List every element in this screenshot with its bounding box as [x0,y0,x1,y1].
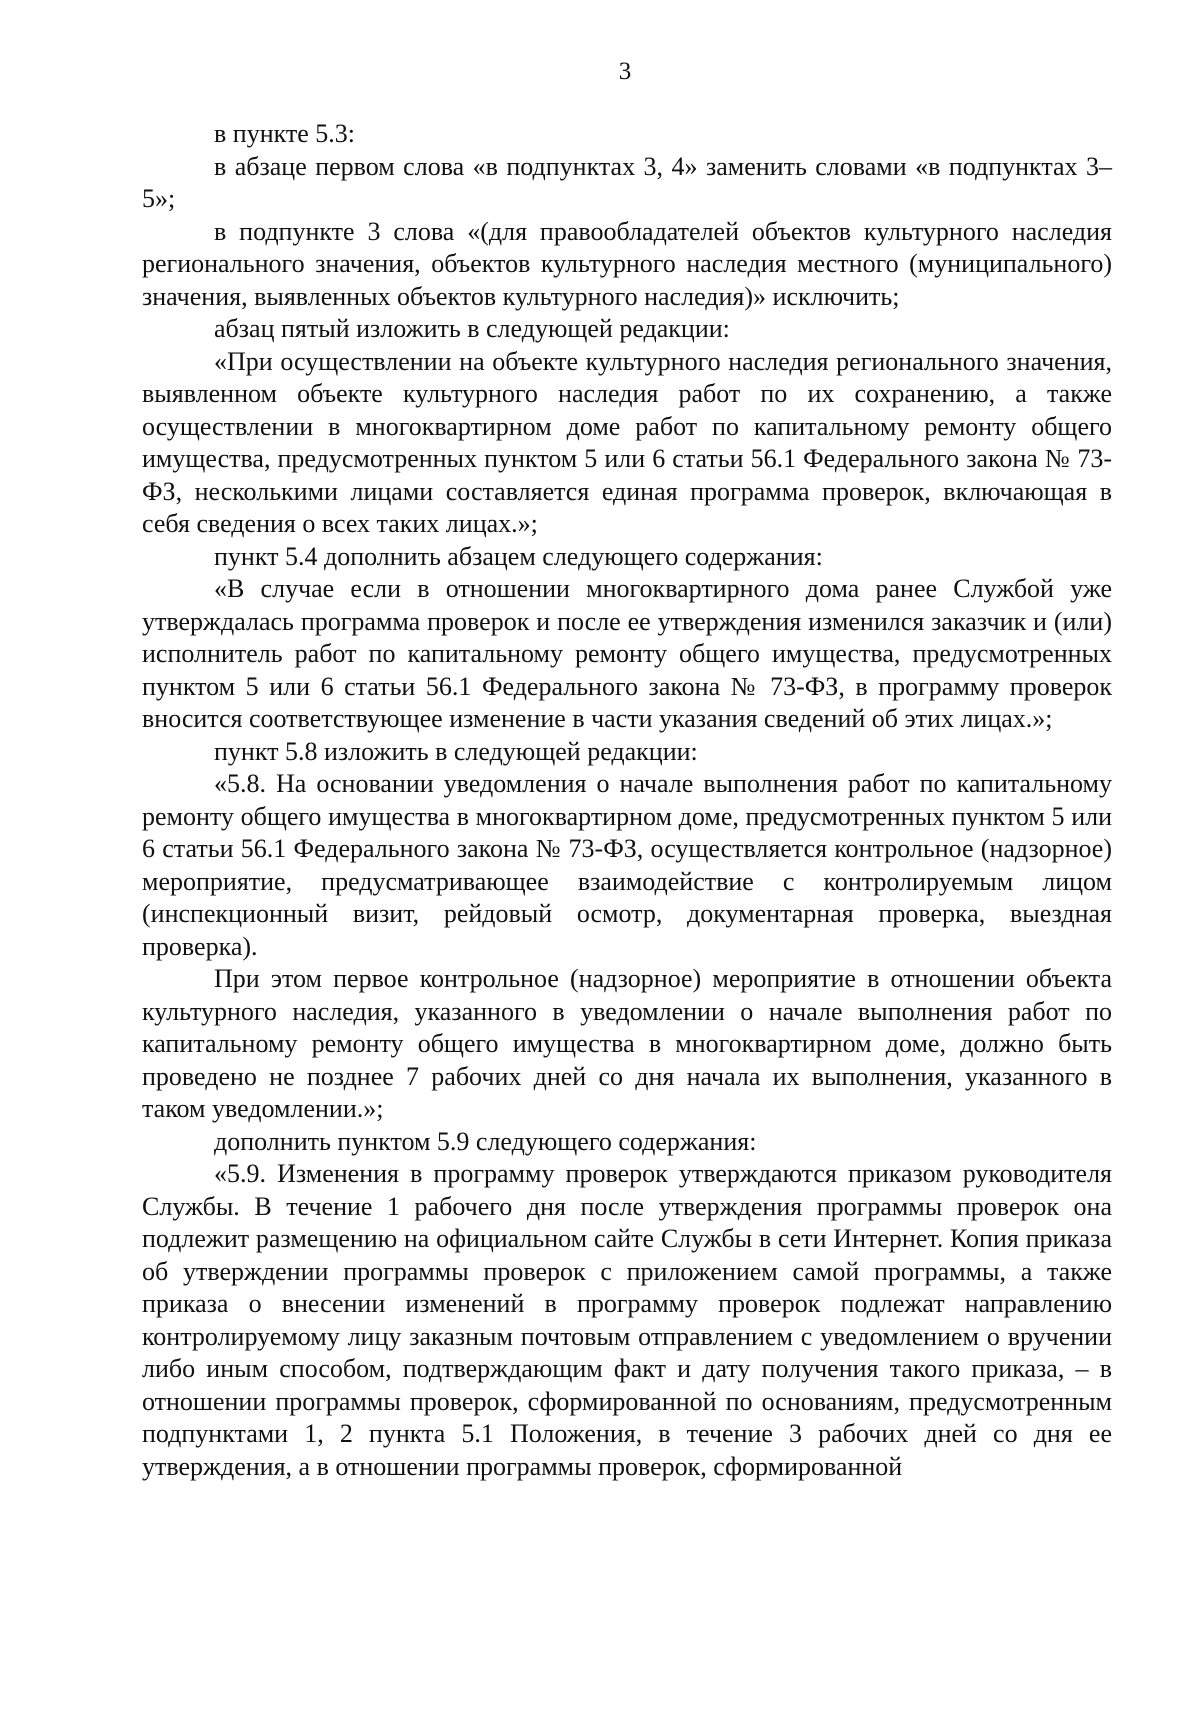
paragraph: пункт 5.8 изложить в следующей редакции: [214,736,698,766]
paragraph: При этом первое контрольное (надзорное) мероприятие в отношении объекта культурного наследия, указанного в уведомлении о начале выполнения работ по капитальному ремонту общего имущества в многоквартирном доме, должно быть проведено не позднее 7 рабочих дней со дня начала их выполнения, указанного в таком уведомлении.»; [142,964,1112,1123]
paragraph: «В случае если в отношении многоквартирного дома ранее Службой уже утверждалась программа проверок и после ее утверждения изменился заказчик и (или) исполнитель работ по капитальному ремонту общего имущества, предусмотренных пунктом 5 или 6 статьи 56.1 Федерального закона № 73-ФЗ, в программу проверок вносится соответствующее изменение в части указания сведений об этих лицах.»; [142,574,1112,733]
paragraph: пункт 5.4 дополнить абзацем следующего содержания: [214,541,823,571]
page-number: 3 [618,58,632,85]
paragraph: «5.9. Изменения в программу проверок утверждаются приказом руководителя Службы. В течение 1 рабочего дня после утверждения программы проверок она подлежит размещению на официальном сайте Службы в сети Интернет. Копия приказа об утверждении программы проверок с приложением самой программы, а также приказа о внесении изменений в программу проверок подлежат направлению контролируемому лицу заказным почтовым отправлением с уведомлением о вручении либо иным способом, подтверждающим факт и дату получения такого приказа, – в отношении программы проверок, сформированной по основаниям, предусмотренным подпунктами 1, 2 пункта 5.1 Положения, в течение 3 рабочих дней со дня ее утверждения, а в отношении программы проверок, сформированной [142,1159,1112,1481]
document-body [142,118,1112,1483]
paragraph: дополнить пунктом 5.9 следующего содержания: [214,1126,757,1156]
paragraph: абзац пятый изложить в следующей редакции: [214,314,730,343]
paragraph: в абзаце первом слова «в подпунктах 3, 4» заменить словами «в подпунктах 3–5»; [142,151,1112,213]
paragraph: «При осуществлении на объекте культурного наследия регионального значения, выявленном объекте культурного наследия работ по их сохранению, а также осуществлении в многоквартирном доме работ по капитальному ремонту общего имущества, предусмотренных пунктом 5 или 6 статьи 56.1 Федерального закона № 73-ФЗ, несколькими лицами составляется единая программа проверок, включающая в себя сведения о всех таких лицах.»; [142,346,1112,538]
paragraph: в подпункте 3 слова «(для правообладателей объектов культурного наследия регионального значения, объектов культурного наследия местного (муниципального) значения, выявленных объектов культурного наследия)» исключить; [142,216,1112,311]
paragraph: «5.8. На основании уведомления о начале выполнения работ по капитальному ремонту общего имущества в многоквартирном доме, предусмотренных пунктом 5 или 6 статьи 56.1 Федерального закона № 73-ФЗ, осуществляется контрольное (надзорное) мероприятие, предусматривающее взаимодействие с контролируемым лицом (инспекционный визит, рейдовый осмотр, документарная проверка, выездная проверка). [142,769,1112,961]
paragraph: в пункте 5.3: [214,119,356,148]
